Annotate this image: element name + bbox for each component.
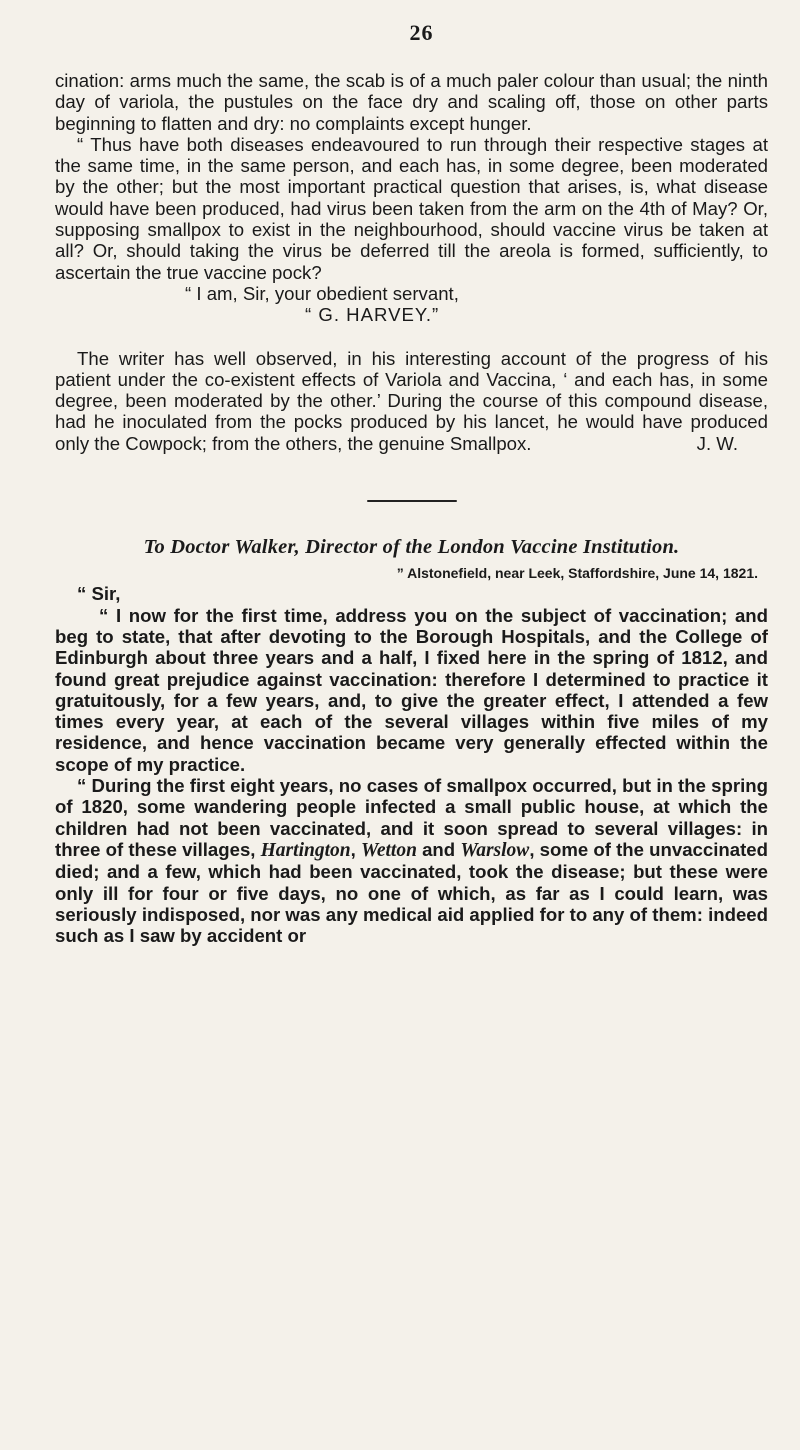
- separator: and: [416, 838, 461, 860]
- letter1-paragraph-2: “ Thus have both diseases endeavoured to run through their respective stages at the same time, in the same person, and each has, in some degree, been moderated by the other; but the most important practical question that arises, is, what disease would have been produced, had virus been taken from the arm on the 4th of May? Or, supposing smallpox to exist in the neighbourhood, should vaccine virus be taken at all? Or, should taking the virus be deferred till the areola is formed, sufficiently, to ascertain the true vaccine pock?: [55, 133, 768, 283]
- letter1-paragraph-1: cination: arms much the same, the scab is of a much paler colour than usual; the ninth day of variola, the pustules on the face dry and scaling off, those on other parts beginning to flatten and dry: no complaints except hunger.: [55, 70, 768, 134]
- section-divider: [367, 500, 457, 502]
- place-wetton: Wetton: [360, 839, 417, 861]
- spacer: [55, 326, 768, 348]
- editor-initials: J. W.: [696, 433, 738, 455]
- letter1-closing: “ I am, Sir, your obedient servant,: [185, 282, 459, 304]
- letter2-paragraph-1: “ I now for the first time, address you on the subject of vaccination; and beg to state, that after devoting to the Borough Hospitals, and the College of Edinburgh about three years and a half, I fixed here in the spring of 1812, and found great prejudice against vaccination: therefore I determined to practice it gratuitously, for a few years, and, to give the greater effect, I attended a few times every year, at each of the several villages within five miles of my residence, and hence vaccination became very generally effected within the scope of my practice.: [55, 604, 768, 775]
- letter2-dateline: ” Alstonefield, near Leek, Staffordshire, June 14, 1821.: [396, 565, 758, 582]
- place-hartington: Hartington: [260, 839, 351, 861]
- letter2-paragraph-2: [55, 775, 768, 946]
- place-warslow: Warslow: [460, 839, 530, 861]
- paragraph-2-start: “ During the first eight years, no cases of smallpox occurred, but in the spring of 1820, some wandering people infected a small public house, at which the children had not been vaccinated, and it soon spread to several villages: in three of these villages,: [55, 775, 768, 860]
- letter1-signature: “ G. HARVEY.”: [305, 304, 440, 326]
- editor-comment: The writer has well observed, in his interesting account of the progress of his patient under the co-existent effects of Variola and Vaccina, ‘ and each has, in some degree, been moderated by the other.’ During the course of this compound disease, had he inoculated from the pocks produced by his lancet, he would have produced only the Cowpock; from the others, the genuine Smallpox.: [55, 347, 768, 454]
- letter2-salutation: “ Sir,: [77, 583, 121, 605]
- page-number: 26: [409, 20, 434, 45]
- separator: ,: [350, 838, 361, 860]
- paragraph-2-end: , some of the unvaccinated died; and a few, which had been vaccinated, took the disease; but these were only ill for four or five days, no one of which, as far as I could learn, was seriously indisposed, nor was any medical aid applied for to any of them: indeed such as I saw by accident or: [55, 838, 768, 947]
- letter2-heading: To Doctor Walker, Director of the London Vaccine Institution.: [143, 536, 680, 559]
